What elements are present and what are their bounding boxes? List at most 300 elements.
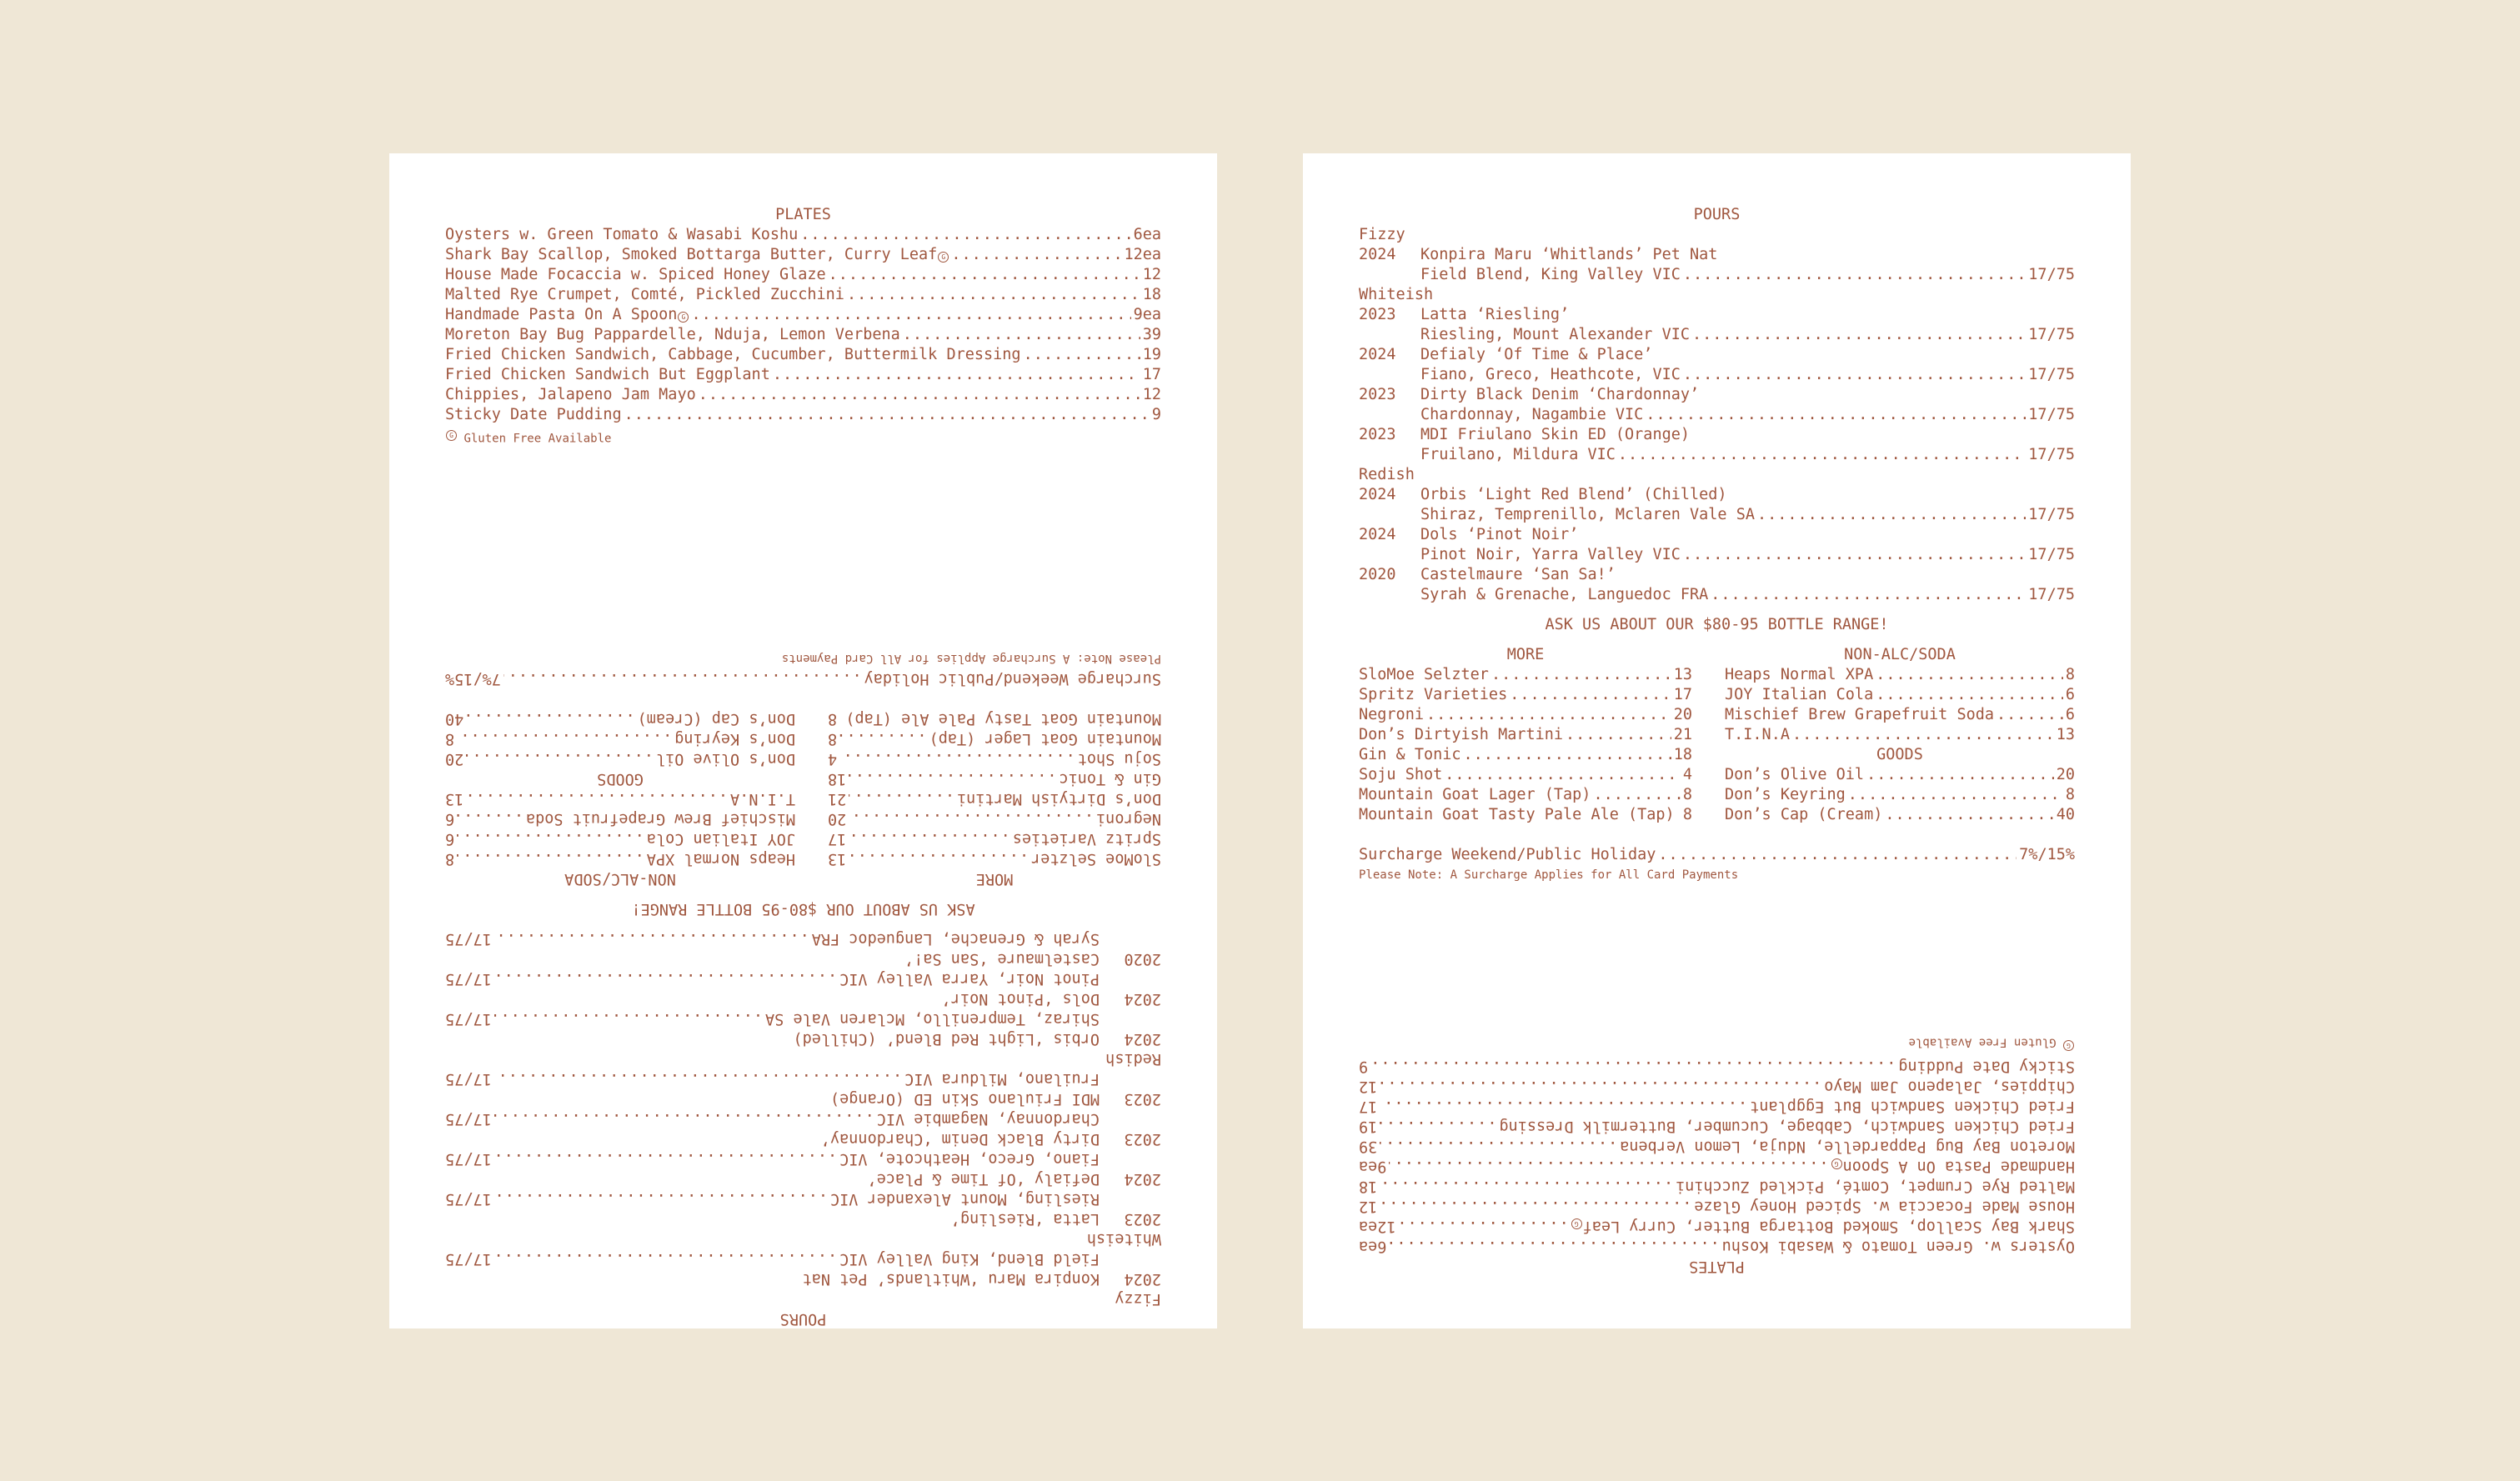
- dot-leader: [494, 968, 837, 988]
- more-item: [828, 708, 1161, 728]
- wine-section-label: Whiteish: [1086, 1230, 1161, 1248]
- wine-item: [445, 928, 1161, 968]
- wine-item: [445, 1188, 1161, 1228]
- item-name: Don’s Keyring: [1725, 786, 1846, 803]
- wine-detail: Riesling, Mount Alexander VIC: [829, 1190, 1100, 1208]
- gluten-free-icon: [446, 430, 457, 441]
- wine-item: [1359, 345, 2075, 385]
- dot-leader: [1876, 685, 2063, 705]
- wine-price: 17/75: [2028, 506, 2075, 523]
- item-price: 6: [2065, 706, 2075, 723]
- bottle-range-note: ASK US ABOUT OUR $80-95 BOTTLE RANGE!: [631, 900, 975, 918]
- gluten-free-icon: [1571, 1218, 1582, 1229]
- wine-price: 17/75: [445, 1070, 492, 1088]
- item-price: 6: [2065, 686, 2075, 703]
- wine-detail: Field Blend, King Valley VIC: [1420, 266, 1681, 283]
- wine-section-label: Redish: [1359, 466, 1415, 483]
- item-name: Negroni: [1096, 810, 1161, 828]
- wine-price: 17/75: [2028, 546, 2075, 563]
- item-name: Mountain Goat Tasty Pale Ale (Tap): [1359, 806, 1675, 823]
- item-name: House Made Focaccia w. Spiced Honey Glaze: [1694, 1198, 2075, 1215]
- wine-section-label: Fizzy: [1115, 1290, 1161, 1308]
- dot-leader: [849, 848, 1029, 868]
- plate-item: [445, 385, 1161, 405]
- item-price: 6: [445, 830, 455, 848]
- dot-leader: [773, 365, 1140, 385]
- wine-item: [1359, 305, 2075, 345]
- gluten-free-icon: [938, 252, 949, 263]
- wine-name: Castelmaure ‘San Sa!’: [904, 950, 1100, 968]
- wine-item: [445, 1068, 1161, 1108]
- item-name: Mischief Brew Grapefruit Soda: [1725, 706, 1995, 723]
- dot-leader: [1692, 325, 2026, 345]
- dot-leader: [849, 768, 1056, 788]
- surcharge-note: Please Note: A Surcharge Applies for All Card Payments: [1359, 868, 1739, 882]
- wine-item: [1359, 485, 2075, 525]
- more-item: [1359, 685, 1692, 705]
- item-price: 17: [1359, 1098, 1378, 1115]
- item-price: 20: [1673, 706, 1692, 723]
- wine-detail: Shiraz, Temprenillo, Mclaren Vale SA: [765, 1010, 1100, 1028]
- dot-leader: [494, 1108, 874, 1128]
- wine-price: 17/75: [445, 970, 492, 988]
- item-price: 39: [1142, 326, 1161, 343]
- goods-item: [445, 728, 795, 748]
- item-name: Shark Bay Scallop, Smoked Bottarga Butter, Curry Leaf: [1582, 1218, 2075, 1235]
- wine-year: 2024: [1124, 1170, 1161, 1188]
- item-name: Malted Rye Crumpet, Comté, Pickled Zucchini: [1676, 1178, 2075, 1195]
- gluten-free-icon: [1831, 1158, 1842, 1169]
- plates-list: [445, 225, 1161, 425]
- gluten-free-note: [445, 430, 1161, 448]
- dot-leader: [849, 828, 1010, 848]
- wine-name: Dols ‘Pinot Noir’: [941, 990, 1100, 1008]
- item-name: Moreton Bay Bug Pappardelle, Nduja, Lemon Verbena: [445, 326, 900, 343]
- dot-leader: [1646, 405, 2026, 425]
- wine-detail: Shiraz, Temprenillo, Mclaren Vale SA: [1420, 506, 1755, 523]
- goods-title: GOODS: [597, 770, 644, 788]
- wine-year: 2024: [1124, 990, 1161, 1008]
- plate-item: [445, 345, 1161, 365]
- wine-year: 2023: [1124, 1090, 1161, 1108]
- surcharge-label: Surcharge Weekend/Public Holiday: [1359, 846, 1656, 863]
- nonalc-item: [445, 788, 795, 808]
- more-item: [828, 828, 1161, 848]
- dot-leader: [1380, 1116, 1496, 1136]
- item-price: 21: [828, 790, 847, 808]
- item-price: 6ea: [1133, 226, 1161, 243]
- item-name: Don’s Dirtyish Martini: [1359, 726, 1564, 743]
- dot-leader: [457, 728, 672, 748]
- surcharge-row: [445, 668, 1161, 688]
- wine-price: 17/75: [2028, 586, 2075, 603]
- item-name: Mountain Goat Lager (Tap): [929, 730, 1161, 748]
- wine-item: [1359, 425, 2075, 465]
- wine-detail: Fruilano, Mildura VIC: [904, 1070, 1100, 1088]
- dot-leader: [1380, 1176, 1673, 1196]
- plate-item: [1359, 1156, 2075, 1176]
- wine-price: 17/75: [445, 1190, 492, 1208]
- item-price: 12: [1142, 266, 1161, 283]
- dot-leader: [494, 1188, 828, 1208]
- item-price: 13: [1673, 666, 1692, 683]
- wine-detail: Fiano, Greco, Heathcote, VIC: [839, 1150, 1100, 1168]
- item-price: 9: [1151, 406, 1161, 423]
- dot-leader: [847, 285, 1140, 305]
- item-name: Mountain Goat Lager (Tap): [1359, 786, 1591, 803]
- item-price: 19: [1359, 1118, 1378, 1135]
- plate-item: [1359, 1116, 2075, 1136]
- wine-year: 2024: [1359, 246, 1396, 263]
- item-name: JOY Italian Cola: [1725, 686, 1874, 703]
- wine-detail: Field Blend, King Valley VIC: [839, 1250, 1100, 1268]
- dot-leader: [1380, 1076, 1821, 1096]
- dot-leader: [1683, 265, 2026, 285]
- wine-section-label: Redish: [1105, 1050, 1161, 1068]
- item-price: 39: [1359, 1138, 1378, 1155]
- item-price: 8: [1682, 786, 1692, 803]
- plate-item: [445, 305, 1161, 325]
- wine-item: [1359, 565, 2075, 605]
- item-price: 19: [1142, 346, 1161, 363]
- menu-sheet-right: [1303, 153, 2131, 1328]
- wine-item: [445, 1248, 1161, 1288]
- more-item: [828, 748, 1161, 768]
- item-price: 21: [1673, 726, 1692, 743]
- plate-item: [1359, 1096, 2075, 1116]
- more-item: [828, 728, 1161, 748]
- item-name: Don’s Olive Oil: [1725, 766, 1865, 783]
- item-name: Soju Shot: [1077, 750, 1161, 768]
- nonalc-title: NON-ALC/SODA: [1844, 646, 1956, 663]
- dot-leader: [624, 405, 1150, 425]
- wine-detail: Pinot Noir, Yarra Valley VIC: [839, 970, 1100, 988]
- item-name: T.I.N.A: [1725, 726, 1790, 743]
- wine-year: 2023: [1359, 306, 1396, 323]
- item-price: 17: [828, 830, 847, 848]
- wine-year: 2024: [1359, 486, 1396, 503]
- item-price: 40: [445, 710, 464, 728]
- item-name: Spritz Varieties: [1012, 830, 1161, 848]
- item-price: 6ea: [1359, 1238, 1387, 1255]
- item-name: Heaps Normal XPA: [646, 850, 795, 868]
- dot-leader: [1389, 1236, 1719, 1256]
- dot-leader: [466, 748, 654, 768]
- more-list: [828, 708, 1161, 868]
- plate-item: [1359, 1076, 2075, 1096]
- wine-year: 2024: [1359, 526, 1396, 543]
- pours-title: POURS: [779, 1310, 827, 1328]
- wine-detail: Pinot Noir, Yarra Valley VIC: [1420, 546, 1681, 563]
- plate-item: [1359, 1136, 2075, 1156]
- dot-leader: [503, 668, 862, 688]
- surcharge-value: 7%/15%: [2019, 846, 2075, 863]
- wine-name: MDI Friulano Skin ED (Orange): [1420, 426, 1691, 443]
- item-price: 9ea: [1133, 306, 1161, 323]
- item-name: Chippies, Jalapeno Jam Mayo: [1824, 1078, 2075, 1095]
- dot-leader: [1618, 445, 2026, 465]
- dot-leader: [1711, 585, 2026, 605]
- wine-price: 17/75: [2028, 266, 2075, 283]
- item-name: Mountain Goat Tasty Pale Ale (Tap): [845, 710, 1161, 728]
- item-price: 4: [828, 750, 838, 768]
- plate-item: [445, 365, 1161, 385]
- item-name: Shark Bay Scallop, Smoked Bottarga Butter, Curry Leaf: [445, 246, 938, 263]
- wine-name: Dols ‘Pinot Noir’: [1420, 526, 1579, 543]
- wine-name: Castelmaure ‘San Sa!’: [1420, 566, 1616, 583]
- item-price: 18: [1142, 286, 1161, 303]
- plate-item: [445, 405, 1161, 425]
- dot-leader: [494, 1248, 837, 1268]
- more-item: [1359, 705, 1692, 725]
- wine-item: [445, 1008, 1161, 1048]
- wine-price: 17/75: [2028, 446, 2075, 463]
- plate-item: [445, 285, 1161, 305]
- wine-section-label: Fizzy: [1359, 226, 1405, 243]
- dot-leader: [839, 748, 1075, 768]
- plates-title: PLATES: [1689, 1258, 1745, 1275]
- wine-price: 17/75: [2028, 326, 2075, 343]
- plate-item: [445, 325, 1161, 345]
- wine-detail: Chardonnay, Nagambie VIC: [876, 1110, 1100, 1128]
- wine-price: 17/75: [445, 1250, 492, 1268]
- dot-leader: [903, 325, 1140, 345]
- wine-item: [445, 1108, 1161, 1148]
- dot-leader: [1996, 705, 2063, 725]
- dot-leader: [1380, 1096, 1747, 1116]
- wine-name: Dirty Black Denim ‘Chardonnay’: [1420, 386, 1700, 403]
- plate-item: [1359, 1216, 2075, 1236]
- wine-item: [1359, 525, 2075, 565]
- surcharge-label: Surcharge Weekend/Public Holiday: [864, 670, 1161, 688]
- dot-leader: [839, 708, 843, 728]
- wine-detail: Fiano, Greco, Heathcote, VIC: [1420, 366, 1681, 383]
- goods-title: GOODS: [1876, 746, 1923, 763]
- dot-leader: [1491, 665, 1671, 685]
- item-name: JOY Italian Cola: [646, 830, 795, 848]
- gluten-free-note-text: Gluten Free Available: [1908, 1035, 2057, 1049]
- wine-detail: Riesling, Mount Alexander VIC: [1420, 326, 1691, 343]
- dot-leader: [1370, 1056, 1896, 1076]
- item-price: 18: [1673, 746, 1692, 763]
- dot-leader: [829, 265, 1140, 285]
- item-price: 20: [445, 750, 464, 768]
- wine-item: [1359, 385, 2075, 425]
- item-name: Don’s Olive Oil: [655, 750, 795, 768]
- item-price: 17: [1142, 366, 1161, 383]
- pours-title: POURS: [1693, 206, 1741, 223]
- dot-leader: [494, 1068, 902, 1088]
- more-title: MORE: [1506, 646, 1545, 663]
- wine-item: [1359, 245, 2075, 285]
- item-price: 13: [2056, 726, 2075, 743]
- item-name: Fried Chicken Sandwich But Eggplant: [445, 366, 770, 383]
- item-price: 4: [1682, 766, 1692, 783]
- nonalc-item: [445, 848, 795, 868]
- item-name: Don’s Dirtyish Martini: [956, 790, 1161, 808]
- item-price: 9ea: [1359, 1158, 1387, 1175]
- plate-item: [1359, 1236, 2075, 1256]
- wine-detail: Chardonnay, Nagambie VIC: [1420, 406, 1644, 423]
- plate-item: [1359, 1196, 2075, 1216]
- wine-year: 2023: [1124, 1130, 1161, 1148]
- nonalc-item: [1725, 685, 2075, 705]
- more-item: [828, 788, 1161, 808]
- dot-leader: [1399, 1216, 1569, 1236]
- dot-leader: [1380, 1196, 1691, 1216]
- nonalc-list: [1725, 665, 2075, 745]
- item-name: Gin & Tonic: [1359, 746, 1461, 763]
- dot-leader: [1426, 705, 1671, 725]
- dot-leader: [1380, 1136, 1617, 1156]
- dot-leader: [1510, 685, 1671, 705]
- item-name: Handmade Pasta On A Spoon: [1842, 1158, 2075, 1175]
- dot-leader: [1683, 365, 2026, 385]
- wine-name: Konpira Maru ‘Whitlands’ Pet Nat: [802, 1270, 1100, 1288]
- item-name: Malted Rye Crumpet, Comté, Pickled Zucchini: [445, 286, 844, 303]
- wine-price: 17/75: [445, 1150, 492, 1168]
- surcharge-value: 7%/15%: [445, 670, 501, 688]
- drinks-columns: [445, 708, 1161, 888]
- item-price: 8: [828, 710, 838, 728]
- item-name: Chippies, Jalapeno Jam Mayo: [445, 386, 696, 403]
- dot-leader: [839, 728, 926, 748]
- more-item: [1359, 665, 1692, 685]
- wine-name: Latta ‘Riesling’: [950, 1210, 1100, 1228]
- item-name: Mischief Brew Grapefruit Soda: [525, 810, 795, 828]
- item-name: Moreton Bay Bug Pappardelle, Nduja, Lemon Verbena: [1620, 1138, 2075, 1155]
- item-name: Heaps Normal XPA: [1725, 666, 1874, 683]
- wine-list: [445, 928, 1161, 1308]
- wine-year: 2023: [1359, 426, 1396, 443]
- nonalc-item: [1725, 705, 2075, 725]
- wine-name: MDI Friulano Skin ED (Orange): [829, 1090, 1100, 1108]
- wine-price: 17/75: [2028, 406, 2075, 423]
- nonalc-item: [1725, 665, 2075, 685]
- wine-year: 2024: [1124, 1030, 1161, 1048]
- dot-leader: [1876, 665, 2063, 685]
- plate-item: [445, 265, 1161, 285]
- item-price: 9: [1359, 1058, 1369, 1075]
- dot-leader: [466, 708, 634, 728]
- wine-item: [445, 1148, 1161, 1188]
- wine-section-label: Whiteish: [1359, 286, 1434, 303]
- wine-price: 17/75: [2028, 366, 2075, 383]
- item-price: 13: [828, 850, 847, 868]
- wine-year: 2020: [1124, 950, 1161, 968]
- pours-panel-inverted: [389, 652, 1217, 1328]
- dot-leader: [457, 808, 524, 828]
- bottle-range-note: ASK US ABOUT OUR $80-95 BOTTLE RANGE!: [1545, 616, 1889, 633]
- nonalc-item: [445, 808, 795, 828]
- plates-panel-inverted: [1303, 741, 2131, 1328]
- item-name: Fried Chicken Sandwich, Cabbage, Cucumber, Buttermilk Dressing: [445, 346, 1021, 363]
- plates-list: [1359, 1056, 2075, 1256]
- item-name: Oysters w. Green Tomato & Wasabi Koshu: [445, 226, 799, 243]
- item-name: SloMoe Selzter: [1359, 666, 1489, 683]
- wine-name: Konpira Maru ‘Whitlands’ Pet Nat: [1420, 246, 1718, 263]
- item-price: 18: [1359, 1178, 1378, 1195]
- nonalc-title: NON-ALC/SODA: [564, 870, 676, 888]
- wine-price: 17/75: [445, 1010, 492, 1028]
- wine-name: Defialy ‘Of Time & Place’: [867, 1170, 1100, 1188]
- menu-sheet-left: [389, 153, 1217, 1328]
- wine-year: 2023: [1359, 386, 1396, 403]
- item-price: 6: [445, 810, 455, 828]
- item-name: T.I.N.A: [730, 790, 795, 808]
- goods-item: [445, 708, 795, 728]
- dot-leader: [951, 245, 1121, 265]
- item-price: 12: [1142, 386, 1161, 403]
- wine-year: 2024: [1359, 346, 1396, 363]
- item-name: Negroni: [1359, 706, 1424, 723]
- item-price: 18: [828, 770, 847, 788]
- wine-detail: Fruilano, Mildura VIC: [1420, 446, 1616, 463]
- item-price: 8: [445, 730, 455, 748]
- item-name: Fried Chicken Sandwich, Cabbage, Cucumber, Buttermilk Dressing: [1499, 1118, 2075, 1135]
- item-name: Spritz Varieties: [1359, 686, 1508, 703]
- wine-name: Orbis ‘Light Red Blend’ (Chilled): [1420, 486, 1727, 503]
- wine-detail: Syrah & Grenache, Languedoc FRA: [1420, 586, 1709, 603]
- plate-item: [445, 225, 1161, 245]
- item-name: Don’s Cap (Cream): [1725, 806, 1883, 823]
- item-price: 40: [2056, 806, 2075, 823]
- wine-list: [1359, 225, 2075, 605]
- gluten-free-note-text: Gluten Free Available: [463, 432, 612, 446]
- nonalc-item: [445, 828, 795, 848]
- item-price: 17: [1673, 686, 1692, 703]
- more-item: [828, 848, 1161, 868]
- more-title: MORE: [975, 870, 1014, 888]
- item-name: Sticky Date Pudding: [445, 406, 622, 423]
- dot-leader: [466, 788, 728, 808]
- more-item: [828, 808, 1161, 828]
- item-name: House Made Focaccia w. Spiced Honey Glaze: [445, 266, 826, 283]
- dot-leader: [457, 848, 644, 868]
- wine-item: [445, 968, 1161, 1008]
- item-price: 8: [2065, 666, 2075, 683]
- dot-leader: [1683, 545, 2026, 565]
- gluten-free-note: [1359, 1033, 2075, 1051]
- item-name: Don’s Cap (Cream): [637, 710, 795, 728]
- dot-leader: [1024, 345, 1140, 365]
- dot-leader: [1389, 1156, 1828, 1176]
- item-name: Don’s Keyring: [674, 730, 795, 748]
- item-price: 20: [2056, 766, 2075, 783]
- item-price: 8: [828, 730, 838, 748]
- gluten-free-icon: [2063, 1040, 2074, 1051]
- item-price: 8: [445, 850, 455, 868]
- dot-leader: [494, 1148, 837, 1168]
- dot-leader: [699, 385, 1140, 405]
- wine-detail: Syrah & Grenache, Languedoc FRA: [811, 930, 1100, 948]
- item-name: Sticky Date Pudding: [1898, 1058, 2075, 1075]
- dot-leader: [457, 828, 644, 848]
- item-price: 12ea: [1359, 1218, 1396, 1235]
- wine-name: Dirty Black Denim ‘Chardonnay’: [820, 1130, 1100, 1148]
- plate-item: [445, 245, 1161, 265]
- dot-leader: [1757, 505, 2026, 525]
- plate-item: [1359, 1176, 2075, 1196]
- item-price: 8: [2065, 786, 2075, 803]
- item-price: 12ea: [1124, 246, 1161, 263]
- wine-name: Latta ‘Riesling’: [1420, 306, 1570, 323]
- dot-leader: [849, 808, 1094, 828]
- item-price: 12: [1359, 1198, 1378, 1215]
- pours-panel: [1303, 153, 2131, 882]
- dot-leader: [494, 1008, 763, 1028]
- item-name: SloMoe Selzter: [1031, 850, 1161, 868]
